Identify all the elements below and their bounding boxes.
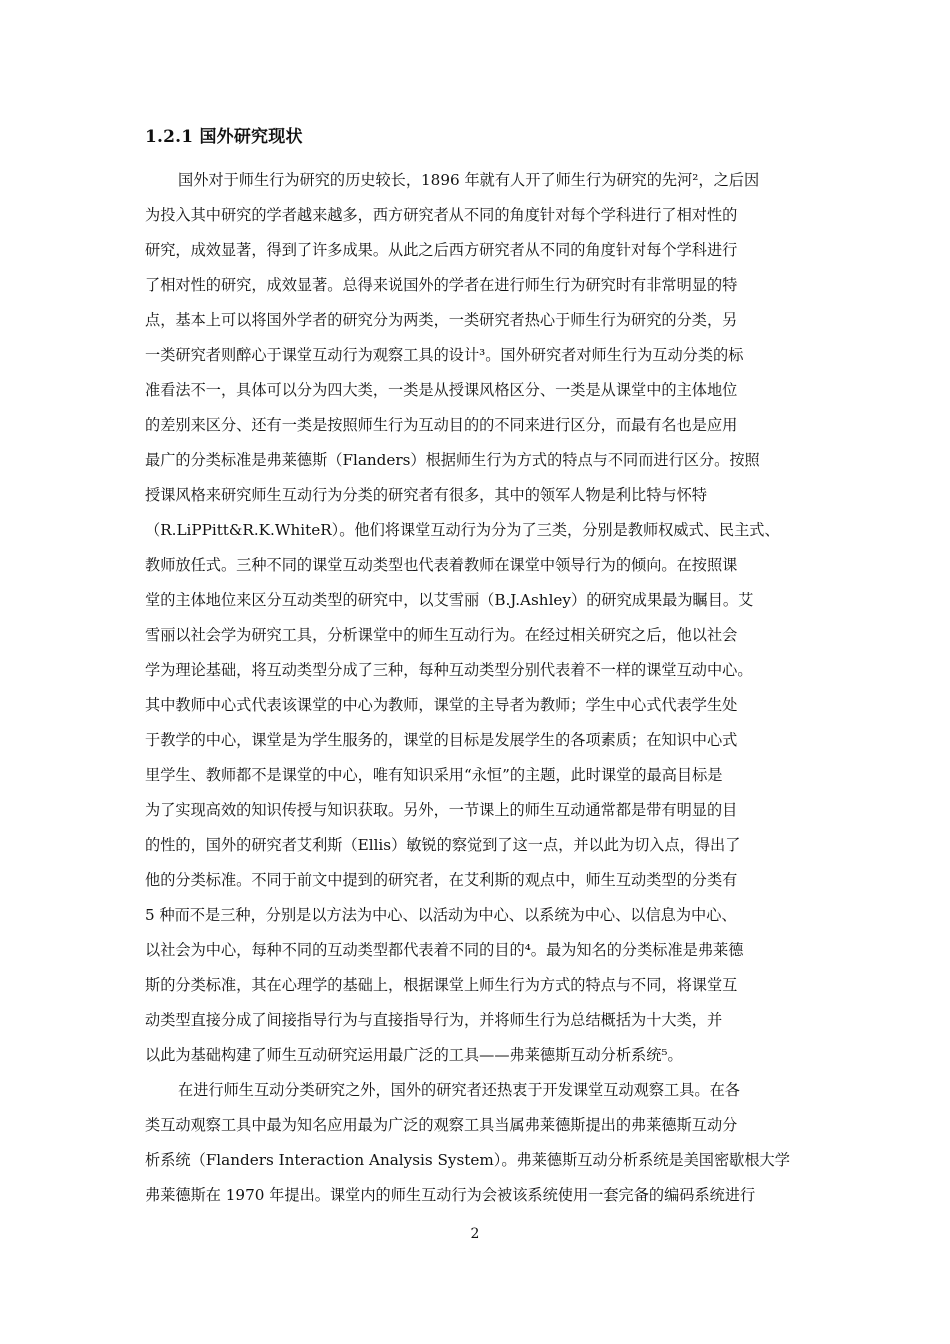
paragraph-line: 最广的分类标准是弗莱德斯（Flanders）根据师生行为方式的特点与不同而进行区分。按照 (145, 451, 760, 469)
paragraph-line: 的性的，国外的研究者艾利斯（Ellis）敏锐的察觉到了这一点，并以此为切入点，得出了 (145, 836, 741, 854)
paragraph-line: 的差别来区分、还有一类是按照师生行为互动目的的不同来进行区分，而最有名也是应用 (145, 416, 738, 434)
paragraph-line: 类互动观察工具中最为知名应用最为广泛的观察工具当属弗莱德斯提出的弗莱德斯互动分 (145, 1116, 738, 1134)
paragraph-line: 国外对于师生行为研究的历史较长，1896 年就有人开了师生行为研究的先河²，之后因 (178, 171, 760, 189)
paragraph-line: 动类型直接分成了间接指导行为与直接指导行为，并将师生行为总结概括为十大类，并 (145, 1011, 723, 1029)
paragraph-line: 析系统（Flanders Interaction Analysis System）。弗莱德斯互动分析系统是美国密歇根大学 (145, 1151, 790, 1169)
section-heading: 1.2.1 国外研究现状 (145, 127, 303, 147)
paragraph-line: （R.LiPPitt&R.K.WhiteR）。他们将课堂互动行为分为了三类，分别是教师权威式、民主式、 (145, 521, 780, 539)
paragraph-line: 弗莱德斯在 1970 年提出。课堂内的师生互动行为会被该系统使用一套完备的编码系统进行 (145, 1186, 756, 1204)
paragraph-line: 为了实现高效的知识传授与知识获取。另外，一节课上的师生互动通常都是带有明显的目 (145, 801, 738, 819)
paragraph-line: 点，基本上可以将国外学者的研究分为两类，一类研究者热心于师生行为研究的分类，另 (145, 311, 738, 329)
paragraph-line: 于教学的中心，课堂是为学生服务的，课堂的目标是发展学生的各项素质；在知识中心式 (145, 731, 738, 749)
paragraph-line: 以此为基础构建了师生互动研究运用最广泛的工具——弗莱德斯互动分析系统⁵。 (145, 1046, 683, 1064)
paragraph-line: 以社会为中心，每种不同的互动类型都代表着不同的目的⁴。最为知名的分类标准是弗莱德 (145, 941, 744, 959)
paragraph-line: 斯的分类标准，其在心理学的基础上，根据课堂上师生行为方式的特点与不同，将课堂互 (145, 976, 738, 994)
paragraph-line: 雪丽以社会学为研究工具，分析课堂中的师生互动行为。在经过相关研究之后，他以社会 (145, 626, 738, 644)
paragraph-line: 了相对性的研究，成效显著。总得来说国外的学者在进行师生行为研究时有非常明显的特 (145, 276, 738, 294)
paragraph-line: 在进行师生互动分类研究之外，国外的研究者还热衷于开发课堂互动观察工具。在各 (178, 1081, 740, 1099)
paragraph-line: 堂的主体地位来区分互动类型的研究中，以艾雪丽（B.J.Ashley）的研究成果最为瞩目。艾 (145, 591, 754, 609)
paragraph-line: 教师放任式。三种不同的课堂互动类型也代表着教师在课堂中领导行为的倾向。在按照课 (145, 556, 738, 574)
paragraph-line: 5 种而不是三种，分别是以方法为中心、以活动为中心、以系统为中心、以信息为中心、 (145, 906, 737, 924)
paragraph-line: 研究，成效显著，得到了许多成果。从此之后西方研究者从不同的角度针对每个学科进行 (145, 241, 738, 259)
page-number: 2 (470, 1226, 480, 1242)
paragraph-line: 学为理论基础，将互动类型分成了三种，每种互动类型分别代表着不一样的课堂互动中心。 (145, 661, 753, 679)
paragraph-line: 准看法不一，具体可以分为四大类，一类是从授课风格区分、一类是从课堂中的主体地位 (145, 381, 738, 399)
paragraph-line: 里学生、教师都不是课堂的中心，唯有知识采用“永恒”的主题，此时课堂的最高目标是 (145, 766, 723, 784)
paragraph-line: 一类研究者则醉心于课堂互动行为观察工具的设计³。国外研究者对师生行为互动分类的标 (145, 346, 744, 364)
paragraph-line: 为投入其中研究的学者越来越多，西方研究者从不同的角度针对每个学科进行了相对性的 (145, 206, 738, 224)
paragraph-line: 授课风格来研究师生互动行为分类的研究者有很多，其中的领军人物是利比特与怀特 (145, 486, 707, 504)
paragraph-line: 他的分类标准。不同于前文中提到的研究者，在艾利斯的观点中，师生互动类型的分类有 (145, 871, 738, 889)
paragraph-line: 其中教师中心式代表该课堂的中心为教师，课堂的主导者为教师；学生中心式代表学生处 (145, 696, 738, 714)
